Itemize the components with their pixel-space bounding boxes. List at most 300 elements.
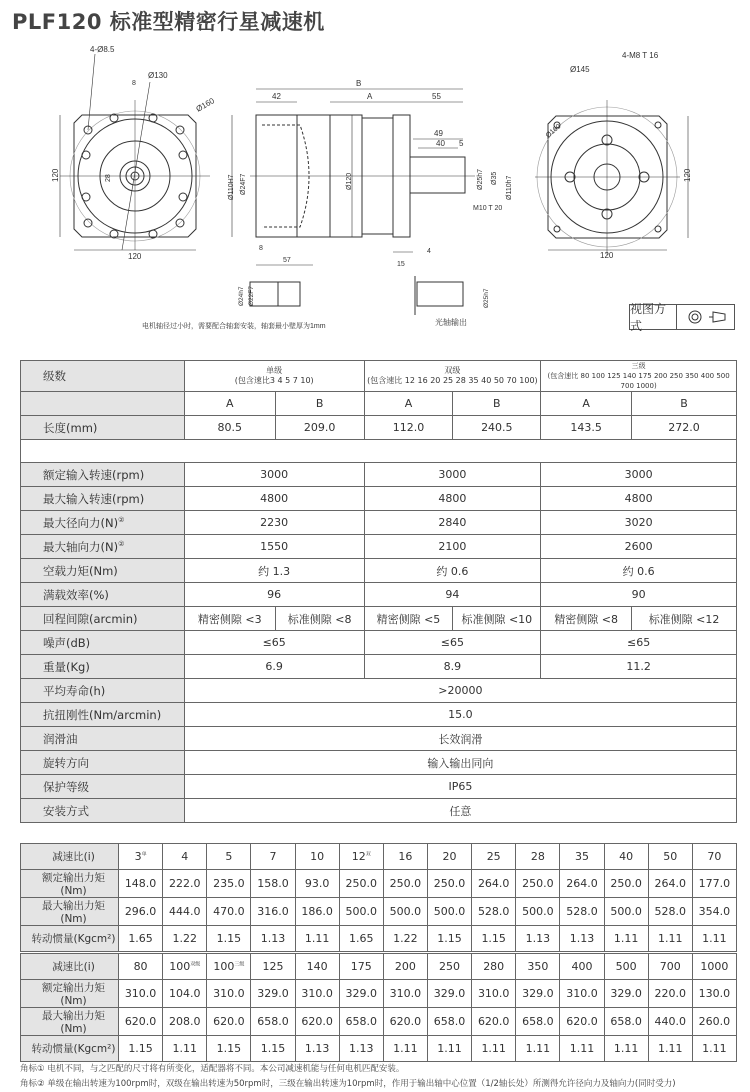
view-mode-box bbox=[629, 302, 735, 333]
table-cell bbox=[692, 926, 736, 952]
svg-text:5: 5 bbox=[459, 139, 464, 148]
cell-value: 620.0 bbox=[566, 1015, 598, 1028]
table-row bbox=[21, 1036, 737, 1062]
svg-text:光轴输出: 光轴输出 bbox=[435, 318, 467, 327]
table-cell: 209.0 bbox=[275, 416, 364, 440]
cell-value: 1.15 bbox=[437, 932, 462, 945]
cell-value: 28 bbox=[530, 850, 545, 863]
row-label bbox=[21, 463, 185, 487]
cell-value: 1.11 bbox=[304, 932, 330, 945]
table-cell bbox=[207, 870, 251, 898]
table-cell bbox=[163, 870, 207, 898]
stage-name: 三级 bbox=[631, 362, 646, 370]
cell-value: 148.0 bbox=[124, 877, 157, 890]
cell-value: 80 bbox=[133, 960, 148, 973]
table-cell: 2100 bbox=[364, 535, 541, 559]
table-cell: 输入输出同向 bbox=[184, 751, 736, 775]
table-cell: 精密侧隙 <5 bbox=[364, 607, 453, 631]
table-row bbox=[21, 775, 737, 799]
table-cell: ≤65 bbox=[364, 631, 541, 655]
table-cell bbox=[604, 870, 648, 898]
cell-value: 658.0 bbox=[257, 1015, 289, 1028]
table-cell: 112.0 bbox=[364, 416, 453, 440]
table-cell bbox=[560, 870, 604, 898]
table-cell bbox=[692, 1036, 736, 1062]
table-row bbox=[21, 751, 737, 775]
table-row bbox=[21, 844, 737, 870]
cell-value: 104.0 bbox=[168, 987, 201, 1000]
table-cell bbox=[163, 926, 207, 952]
table-row bbox=[21, 799, 737, 823]
table-cell bbox=[604, 1008, 648, 1036]
cell-value: 1.11 bbox=[702, 932, 727, 945]
cell-value: 310.0 bbox=[389, 987, 422, 1000]
first-angle-projection-icon bbox=[677, 305, 734, 329]
table-cell bbox=[472, 870, 516, 898]
svg-text:120: 120 bbox=[600, 251, 614, 260]
cell-value: 93.0 bbox=[304, 877, 330, 890]
cell-value: 1.11 bbox=[658, 1042, 683, 1055]
svg-text:A: A bbox=[367, 92, 373, 101]
svg-text:Ø25h7: Ø25h7 bbox=[477, 168, 484, 190]
cell-value: 500.0 bbox=[522, 905, 554, 918]
table-cell bbox=[472, 1008, 516, 1036]
table-cell bbox=[339, 844, 383, 870]
cell-value: 329.0 bbox=[257, 987, 289, 1000]
table-cell: 3000 bbox=[364, 463, 541, 487]
table-cell bbox=[119, 898, 163, 926]
table-cell bbox=[383, 980, 427, 1008]
svg-text:120: 120 bbox=[51, 168, 60, 182]
footnote-mark: ② bbox=[118, 539, 125, 548]
cell-value: 1.11 bbox=[525, 1042, 551, 1055]
cell-value: 1.13 bbox=[525, 932, 551, 945]
cell-value: 12 bbox=[351, 850, 366, 863]
table-cell bbox=[560, 980, 604, 1008]
table-cell bbox=[295, 926, 339, 952]
table-cell: 精密侧隙 <8 bbox=[541, 607, 632, 631]
cell-value: 310.0 bbox=[477, 987, 510, 1000]
table-cell bbox=[251, 898, 295, 926]
table-cell bbox=[119, 1008, 163, 1036]
table-row bbox=[21, 655, 737, 679]
table-cell: 长效润滑 bbox=[184, 727, 736, 751]
cell-value: 500.0 bbox=[433, 905, 466, 918]
row-label: 润滑油 bbox=[21, 727, 185, 751]
table-cell: 80.5 bbox=[184, 416, 275, 440]
cell-value: 1.15 bbox=[128, 1042, 153, 1055]
svg-text:Ø120: Ø120 bbox=[346, 172, 353, 190]
table-cell bbox=[295, 844, 339, 870]
row-label bbox=[21, 535, 185, 559]
cell-value: 658.0 bbox=[345, 1015, 378, 1028]
svg-text:Ø25h7: Ø25h7 bbox=[483, 288, 490, 308]
row-label bbox=[21, 559, 185, 583]
footnote-1: 角标① 电机不同，与之匹配的尺寸将有所变化，适配器将不同。本公司减速机能与任何电机匹配安装。 bbox=[20, 1064, 405, 1074]
table-cell: 1550 bbox=[184, 535, 364, 559]
table-cell bbox=[516, 1036, 560, 1062]
cell-value: 250.0 bbox=[345, 877, 378, 890]
cell-value: 235.0 bbox=[213, 877, 245, 890]
table-cell bbox=[648, 844, 692, 870]
table-cell: 标准侧隙 <8 bbox=[275, 607, 364, 631]
row-label: 平均寿命(h) bbox=[21, 679, 185, 703]
table-cell bbox=[251, 980, 295, 1008]
table-cell: 3000 bbox=[184, 463, 364, 487]
cell-value: 1.65 bbox=[349, 932, 374, 945]
cell-value: 50 bbox=[663, 850, 678, 863]
table-row bbox=[21, 559, 737, 583]
table-cell: 标准侧隙 <10 bbox=[453, 607, 541, 631]
cell-value: 7 bbox=[269, 850, 277, 863]
table-cell bbox=[692, 844, 736, 870]
row-label: 回程间隙(arcmin) bbox=[21, 607, 185, 631]
table-cell bbox=[472, 980, 516, 1008]
row-label: 额定输出力矩(Nm) bbox=[21, 870, 119, 898]
table-cell bbox=[692, 1008, 736, 1036]
table-cell bbox=[427, 926, 471, 952]
cell-value: 329.0 bbox=[345, 987, 378, 1000]
front-view-output bbox=[535, 51, 692, 260]
svg-text:Ø22F7: Ø22F7 bbox=[248, 286, 255, 306]
stage-mark: 双 bbox=[365, 851, 371, 858]
table-cell: 272.0 bbox=[632, 416, 737, 440]
cell-value: 220.0 bbox=[654, 987, 686, 1000]
table-row bbox=[21, 607, 737, 631]
table-row bbox=[21, 583, 737, 607]
table-row bbox=[21, 679, 737, 703]
table-cell bbox=[516, 980, 560, 1008]
svg-text:Ø145: Ø145 bbox=[570, 65, 590, 74]
cell-value: 440.0 bbox=[654, 1015, 686, 1028]
table-cell: 4800 bbox=[184, 487, 364, 511]
cell-value: 208.0 bbox=[168, 1015, 201, 1028]
table-cell: 8.9 bbox=[364, 655, 541, 679]
table-cell bbox=[692, 980, 736, 1008]
row-label: 转动惯量(Kgcm²) bbox=[21, 926, 119, 952]
stage-ratios: (包含速比 80 100 125 140 175 200 250 350 400 500 700 1000) bbox=[547, 372, 730, 390]
variant-header: B bbox=[275, 392, 364, 416]
table-cell bbox=[516, 870, 560, 898]
table-cell: 240.5 bbox=[453, 416, 541, 440]
cell-value: 620.0 bbox=[389, 1015, 422, 1028]
svg-text:55: 55 bbox=[432, 92, 441, 101]
cell-value: 1.15 bbox=[481, 932, 506, 945]
row-label: 抗扭刚性(Nm/arcmin) bbox=[21, 703, 185, 727]
svg-text:57: 57 bbox=[283, 257, 291, 264]
table-cell bbox=[295, 1008, 339, 1036]
cell-value: 400 bbox=[571, 960, 593, 973]
table-cell bbox=[383, 954, 427, 980]
table-cell bbox=[427, 898, 471, 926]
table-cell bbox=[427, 1036, 471, 1062]
table-cell bbox=[119, 870, 163, 898]
table-cell bbox=[163, 1008, 207, 1036]
table-cell: 15.0 bbox=[184, 703, 736, 727]
cell-value: 177.0 bbox=[698, 877, 731, 890]
table-cell bbox=[339, 954, 383, 980]
cell-value: 1.11 bbox=[393, 1042, 418, 1055]
table-cell bbox=[207, 844, 251, 870]
svg-text:B: B bbox=[356, 79, 362, 88]
side-view bbox=[228, 79, 513, 268]
table-cell: ≤65 bbox=[184, 631, 364, 655]
row-label: 长度(mm) bbox=[21, 416, 185, 440]
table-cell bbox=[472, 898, 516, 926]
cell-value: 3 bbox=[134, 850, 142, 863]
table-cell bbox=[383, 844, 427, 870]
table-cell bbox=[207, 1036, 251, 1062]
table-cell bbox=[560, 898, 604, 926]
row-label bbox=[21, 655, 185, 679]
table-cell bbox=[560, 954, 604, 980]
table-cell bbox=[648, 898, 692, 926]
table-cell bbox=[339, 1008, 383, 1036]
row-label bbox=[21, 583, 185, 607]
table-cell bbox=[251, 1008, 295, 1036]
cell-value: 264.0 bbox=[566, 877, 598, 890]
table-row bbox=[21, 631, 737, 655]
svg-text:120: 120 bbox=[683, 168, 692, 182]
table-cell: 任意 bbox=[184, 799, 736, 823]
table-cell bbox=[339, 1036, 383, 1062]
cell-value: 186.0 bbox=[301, 905, 333, 918]
table-cell: 2840 bbox=[364, 511, 541, 535]
table-cell: 3000 bbox=[541, 463, 737, 487]
table-cell: 143.5 bbox=[541, 416, 632, 440]
table-cell bbox=[692, 898, 736, 926]
table-cell bbox=[295, 898, 339, 926]
table-cell bbox=[692, 954, 736, 980]
table-cell: 4800 bbox=[364, 487, 541, 511]
stage-ratios: (包含速比 12 16 20 25 28 35 40 50 70 100) bbox=[367, 376, 538, 385]
table-cell bbox=[648, 870, 692, 898]
table-cell bbox=[251, 1036, 295, 1062]
table-cell bbox=[207, 926, 251, 952]
footnote-mark: ② bbox=[118, 515, 125, 524]
cell-value: 310.0 bbox=[124, 987, 157, 1000]
table-cell: 2230 bbox=[184, 511, 364, 535]
cell-value: 528.0 bbox=[654, 905, 686, 918]
stage-ratios: (包含速比3 4 5 7 10) bbox=[234, 376, 314, 385]
table-cell bbox=[648, 980, 692, 1008]
svg-text:28: 28 bbox=[105, 174, 112, 182]
row-label: 转动惯量(Kgcm²) bbox=[21, 1036, 119, 1062]
cell-value: 296.0 bbox=[124, 905, 157, 918]
cell-value: 329.0 bbox=[433, 987, 466, 1000]
table-cell bbox=[339, 870, 383, 898]
table-cell bbox=[383, 898, 427, 926]
cell-value: 620.0 bbox=[301, 1015, 333, 1028]
svg-text:Ø24h7: Ø24h7 bbox=[238, 286, 245, 306]
table-cell bbox=[516, 926, 560, 952]
cell-value: 100 bbox=[169, 960, 191, 973]
svg-text:120: 120 bbox=[128, 252, 142, 261]
table-cell bbox=[163, 844, 207, 870]
cell-value: 316.0 bbox=[257, 905, 289, 918]
cell-value: 250.0 bbox=[522, 877, 554, 890]
table-cell bbox=[251, 844, 295, 870]
table-cell: 2600 bbox=[541, 535, 737, 559]
cell-value: 528.0 bbox=[566, 905, 598, 918]
table-cell bbox=[119, 844, 163, 870]
table-cell bbox=[648, 1036, 692, 1062]
front-view-input bbox=[51, 45, 216, 261]
svg-text:Ø160: Ø160 bbox=[544, 123, 563, 140]
cell-value: 222.0 bbox=[168, 877, 201, 890]
table-cell: 约 1.3 bbox=[184, 559, 364, 583]
table-cell bbox=[119, 926, 163, 952]
table-cell: 94 bbox=[364, 583, 541, 607]
table-cell bbox=[295, 954, 339, 980]
table-cell bbox=[472, 844, 516, 870]
table-cell: 11.2 bbox=[541, 655, 737, 679]
row-label: 减速比(i) bbox=[21, 844, 119, 870]
table-cell bbox=[604, 1036, 648, 1062]
table-cell bbox=[427, 870, 471, 898]
table-cell bbox=[207, 898, 251, 926]
table-row bbox=[21, 980, 737, 1008]
svg-text:8: 8 bbox=[259, 245, 263, 252]
cell-value: 444.0 bbox=[168, 905, 201, 918]
table-cell bbox=[604, 926, 648, 952]
table-cell bbox=[560, 1008, 604, 1036]
row-label: 最大输出力矩(Nm) bbox=[21, 898, 119, 926]
cell-value: 310.0 bbox=[566, 987, 598, 1000]
cell-value: 500.0 bbox=[345, 905, 378, 918]
cell-value: 1.11 bbox=[613, 1042, 639, 1055]
cell-value: 1.65 bbox=[128, 932, 153, 945]
table-cell: 3020 bbox=[541, 511, 737, 535]
cell-value: 329.0 bbox=[522, 987, 554, 1000]
variant-header: B bbox=[632, 392, 737, 416]
stage-mark: 三级 bbox=[234, 961, 245, 968]
cell-value: 250.0 bbox=[389, 877, 422, 890]
cell-value: 10 bbox=[310, 850, 325, 863]
svg-text:Ø110h7: Ø110h7 bbox=[506, 175, 513, 200]
table-cell: 96 bbox=[184, 583, 364, 607]
table-cell bbox=[163, 898, 207, 926]
cell-value: 350 bbox=[527, 960, 549, 973]
table-cell bbox=[251, 926, 295, 952]
cell-value: 1.13 bbox=[304, 1042, 330, 1055]
table-row bbox=[21, 487, 737, 511]
table-cell bbox=[383, 926, 427, 952]
row-label-text: 空载力矩(Nm) bbox=[43, 563, 118, 578]
view-mode-label: 视图方式 bbox=[630, 305, 677, 329]
table-row bbox=[21, 703, 737, 727]
cell-value: 250.0 bbox=[433, 877, 466, 890]
cell-value: 200 bbox=[394, 960, 416, 973]
ratio-table-1 bbox=[20, 843, 737, 952]
table-cell bbox=[560, 926, 604, 952]
cell-value: 620.0 bbox=[477, 1015, 510, 1028]
cell-value: 310.0 bbox=[301, 987, 333, 1000]
table-cell bbox=[427, 1008, 471, 1036]
table-cell: ≤65 bbox=[541, 631, 737, 655]
table-cell bbox=[648, 926, 692, 952]
table-cell bbox=[427, 980, 471, 1008]
svg-text:Ø130: Ø130 bbox=[148, 71, 168, 80]
table-cell bbox=[472, 926, 516, 952]
row-label: 额定输出力矩(Nm) bbox=[21, 980, 119, 1008]
svg-text:42: 42 bbox=[272, 92, 281, 101]
cell-value: 470.0 bbox=[213, 905, 245, 918]
cell-value: 500.0 bbox=[610, 905, 642, 918]
table-cell: 标准侧隙 <12 bbox=[632, 607, 737, 631]
variant-header: B bbox=[453, 392, 541, 416]
cell-value: 1.11 bbox=[613, 932, 639, 945]
table-cell bbox=[427, 844, 471, 870]
svg-text:4-M8 T 16: 4-M8 T 16 bbox=[622, 51, 659, 60]
cell-value: 130.0 bbox=[698, 987, 731, 1000]
cell-value: 175 bbox=[350, 960, 372, 973]
stage-name: 单级 bbox=[266, 366, 283, 375]
table-row bbox=[21, 727, 737, 751]
row-label-text: 满载效率(%) bbox=[43, 587, 109, 602]
stage-mark: 单 bbox=[141, 851, 147, 858]
variant-header: A bbox=[184, 392, 275, 416]
table-cell bbox=[516, 844, 560, 870]
table-cell bbox=[119, 980, 163, 1008]
table-cell: >20000 bbox=[184, 679, 736, 703]
table-cell bbox=[251, 870, 295, 898]
cell-value: 620.0 bbox=[124, 1015, 157, 1028]
table-cell bbox=[295, 1036, 339, 1062]
table-cell bbox=[648, 954, 692, 980]
cell-value: 329.0 bbox=[610, 987, 642, 1000]
table-cell: 90 bbox=[541, 583, 737, 607]
table-cell bbox=[383, 1036, 427, 1062]
table-cell bbox=[383, 870, 427, 898]
cell-value: 620.0 bbox=[213, 1015, 245, 1028]
table-cell: 约 0.6 bbox=[364, 559, 541, 583]
table-cell bbox=[119, 1036, 163, 1062]
cell-value: 1.11 bbox=[702, 1042, 727, 1055]
svg-text:Ø110H7: Ø110H7 bbox=[228, 174, 235, 200]
svg-text:Ø35: Ø35 bbox=[491, 171, 498, 185]
cell-value: 1.11 bbox=[172, 1042, 197, 1055]
table-row bbox=[21, 870, 737, 898]
cell-value: 1.15 bbox=[216, 932, 242, 945]
table-cell bbox=[207, 954, 251, 980]
footnotes bbox=[20, 1062, 676, 1092]
cell-value: 500.0 bbox=[389, 905, 422, 918]
table-cell bbox=[163, 980, 207, 1008]
cell-value: 20 bbox=[442, 850, 457, 863]
svg-text:M10 T 20: M10 T 20 bbox=[473, 205, 503, 212]
variant-header: A bbox=[541, 392, 632, 416]
table-cell bbox=[383, 1008, 427, 1036]
cell-value: 1.11 bbox=[437, 1042, 462, 1055]
row-label: 减速比(i) bbox=[21, 954, 119, 980]
cell-value: 280 bbox=[483, 960, 505, 973]
table-row bbox=[21, 463, 737, 487]
row-label-text: 最大轴向力(N) bbox=[43, 539, 119, 554]
cell-value: 528.0 bbox=[477, 905, 510, 918]
table-row bbox=[21, 898, 737, 926]
cell-value: 260.0 bbox=[698, 1015, 731, 1028]
cell-value: 40 bbox=[619, 850, 634, 863]
cell-value: 1.11 bbox=[569, 1042, 595, 1055]
table-cell bbox=[295, 870, 339, 898]
cell-value: 25 bbox=[486, 850, 501, 863]
table-cell: 精密侧隙 <3 bbox=[184, 607, 275, 631]
table-cell bbox=[604, 844, 648, 870]
table-row bbox=[21, 535, 737, 559]
cell-value: 250.0 bbox=[610, 877, 642, 890]
page-title: PLF120 标准型精密行星减速机 bbox=[12, 10, 325, 34]
